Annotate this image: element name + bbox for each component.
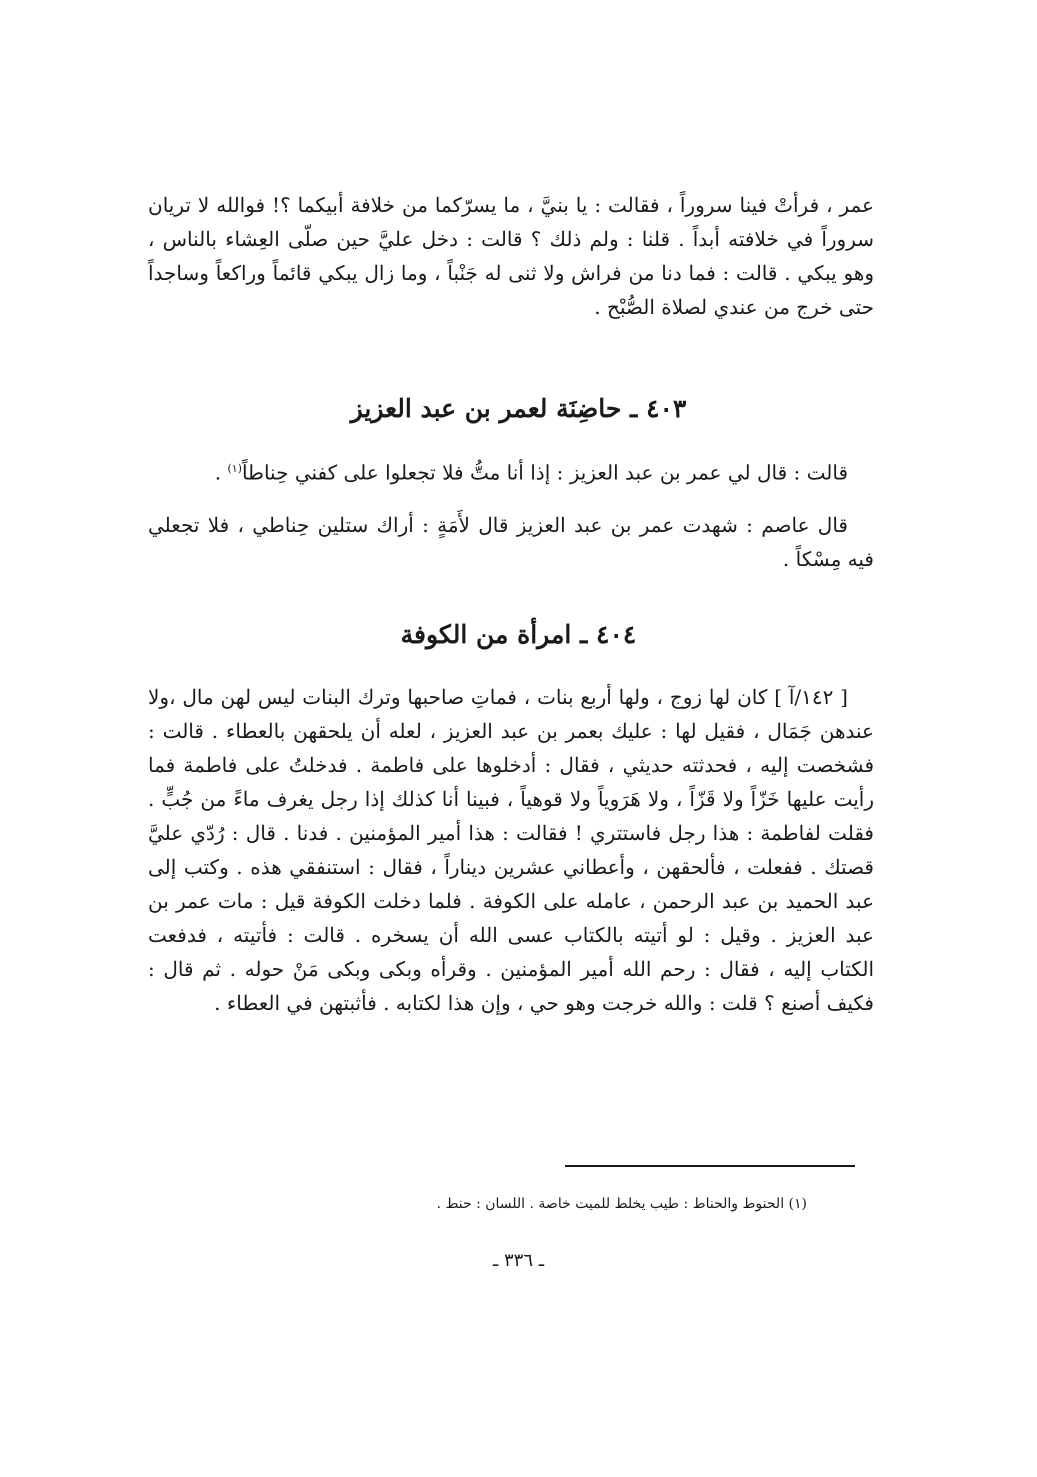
page-number: ـ ٣٣٦ ـ — [492, 1250, 544, 1271]
intro-paragraph: عمر ، فرأتْ فينا سروراً ، فقالت : يا بنيَّ ، ما يسرّكما من خلافة أبيكما ؟! فوالله لا تريان سروراً في خلافته أبداً . قلنا : ولم ذلك ؟ قالت : دخل عليَّ حين صلّى العِشاء بالناس ، وهو يبكي . قالت : فما دنا من فراش ولا ثنى له جَنْباً ، وما زال يبكي قائماً وراكعاً وساجداً حتى خرج من عندي لصلاة الصُّبْح . — [148, 193, 874, 319]
section-403-paragraph-1 — [148, 452, 874, 490]
section-403-paragraph-2: قال عاصم : شهدت عمر بن عبد العزيز قال لأَمَةٍ : أراك ستلين حِناطي ، فلا تجعلي فيه مِسْكاً . — [148, 513, 874, 571]
footnote-marker[interactable]: (١) — [227, 462, 242, 475]
section-403-title: ٤٠٣ ـ حاضِنَة لعمر بن عبد العزيز — [350, 394, 687, 423]
section-404-paragraph: [ ١٤٢/آ ] كان لها زوج ، ولها أربع بنات ، فماتِ صاحبها وترك البنات ليس لهن مال ،ولا عندهن جَمَال ، فقيل لها : عليك بعمر بن عبد العزيز ، لعله أن يلحقهن بالعطاء . قالت : فشخصت إليه ، فحدثته حديثي ، فقال : أدخلوها على فاطمة . فدخلتُ على فاطمة فما رأيت عليها خَزّاً ولا قَزّاً ، ولا هَرَوياً ولا قوهياً ، فبينا أنا كذلك إذا رجل يغرف ماءً من جُبٍّ . فقلت لفاطمة : هذا رجل فاستتري ! فقالت : هذا أمير المؤمنين . فدنا . قال : رُدّي عليَّ قصتك . ففعلت ، فألحقهن ، وأعطاني عشرين ديناراً ، فقال : استنفقي هذه . وكتب إلى عبد الحميد بن عبد الرحمن ، عامله على الكوفة . فلما دخلت الكوفة قيل : مات عمر بن عبد العزيز . وقيل : لو أتيته بالكتاب عسى الله أن يسخره . قالت : فأتيته ، فدفعت الكتاب إليه ، فقال : رحم الله أمير المؤمنين . وقرأه وبكى وبكى مَنْ حوله . ثم قال : فكيف أصنع ؟ قلت : والله خرجت وهو حي ، وإن هذا لكتابه . فأثبتهن في العطاء . — [148, 685, 874, 1015]
section-404-title: ٤٠٤ ـ امرأة من الكوفة — [400, 620, 637, 649]
footnote-divider — [565, 1165, 855, 1167]
footnote: (١) الحنوط والحناط : طيب يخلط للميت خاصة . اللسان : حنط . — [436, 1196, 807, 1212]
section-403-paragraph-1-text: قالت : قال لي عمر بن عبد العزيز : إذا أنا متُّ فلا تجعلوا على كفني حِناطاً — [241, 460, 848, 485]
section-403-paragraph-1-end: . — [214, 460, 228, 485]
